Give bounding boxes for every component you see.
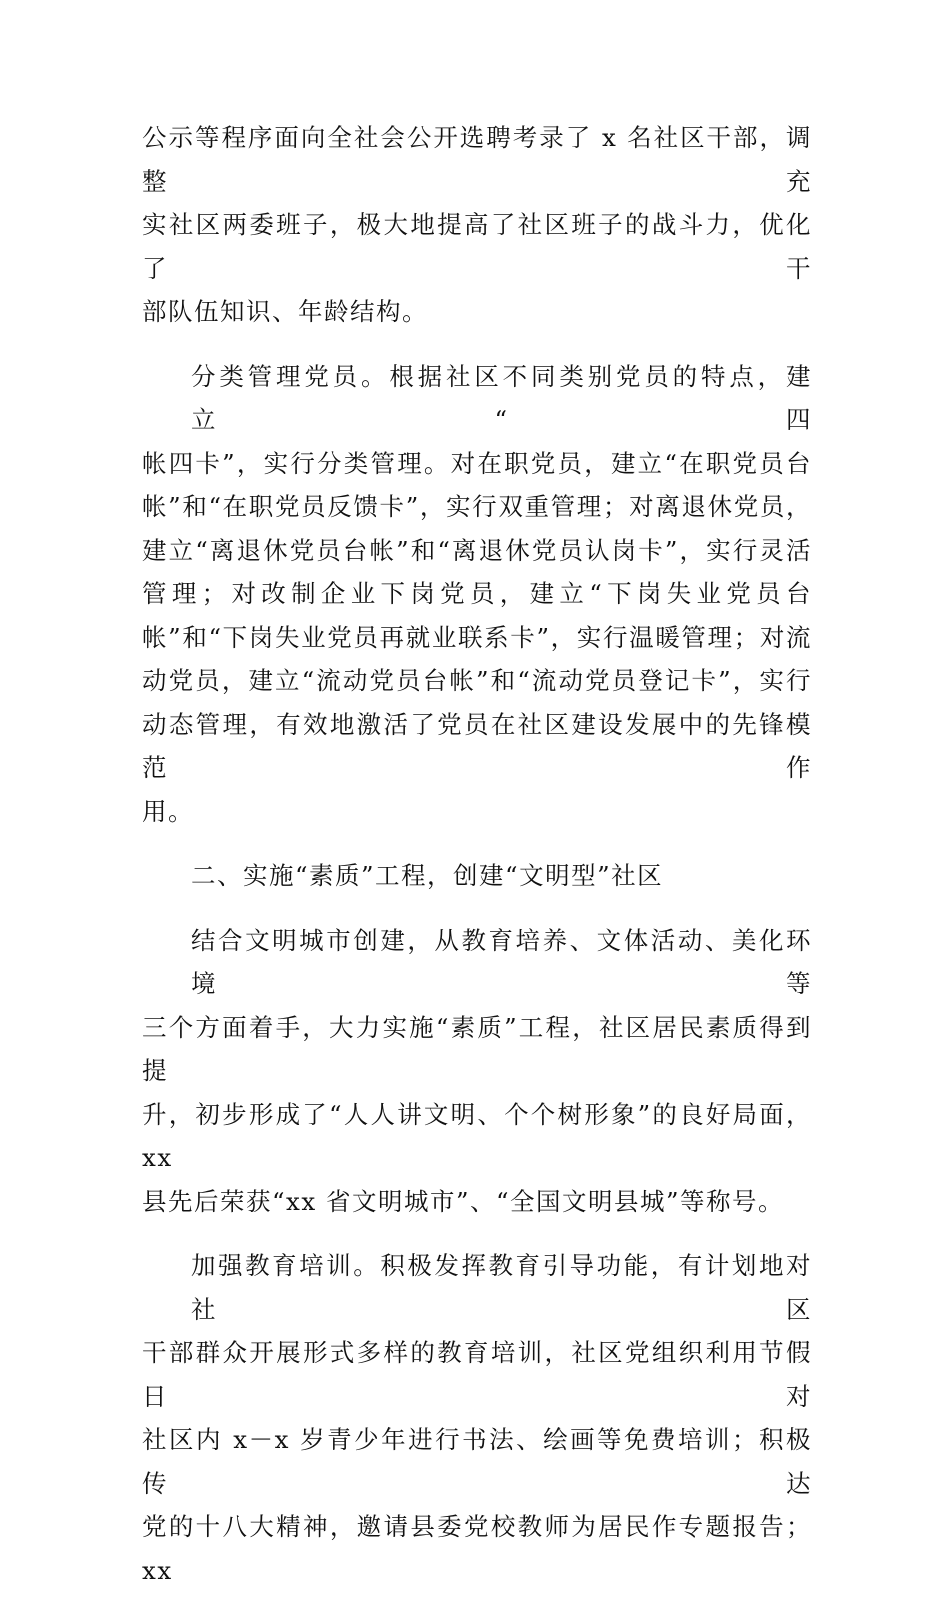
document-body <box>142 116 812 1613</box>
text-line: 公示等程序面向全社会公开选聘考录了 x 名社区干部，调整充 <box>142 123 812 196</box>
text-line: 帐”和“在职党员反馈卡”，实行双重管理；对离退休党员， <box>142 492 812 521</box>
text-line: 三个方面着手，大力实施“素质”工程，社区居民素质得到提 <box>142 1012 812 1085</box>
paragraph-5 <box>142 1244 812 1592</box>
text-line: 结合文明城市创建，从教育培养、文体活动、美化环境等 <box>191 925 812 998</box>
text-line: 动党员，建立“流动党员台帐”和“流动党员登记卡”，实行 <box>142 666 812 695</box>
text-line: 实社区两委班子，极大地提高了社区班子的战斗力，优化了干 <box>142 210 812 283</box>
text-line: 用。 <box>142 796 194 826</box>
text-line: 加强教育培训。积极发挥教育引导功能，有计划地对社区 <box>191 1251 812 1324</box>
text-line: 升，初步形成了“人人讲文明、个个树形象”的良好局面，xx <box>142 1099 812 1172</box>
text-line: 管理；对改制企业下岗党员，建立“下岗失业党员台 <box>142 579 812 608</box>
paragraph-2 <box>142 355 812 834</box>
text-line: 社区内 x－x 岁青少年进行书法、绘画等免费培训；积极传达 <box>142 1425 812 1498</box>
text-line: 帐”和“下岗失业党员再就业联系卡”，实行温暖管理；对流 <box>142 622 812 652</box>
text-line: 干部群众开展形式多样的教育培训，社区党组织利用节假日对 <box>142 1338 812 1411</box>
paragraph-1 <box>142 116 812 334</box>
section-heading <box>142 854 812 898</box>
text-line: 帐四卡”，实行分类管理。对在职党员，建立“在职党员台 <box>142 448 812 478</box>
text-line: 建立“离退休党员台帐”和“离退休党员认岗卡”，实行灵活 <box>142 535 812 565</box>
text-line: 分类管理党员。根据社区不同类别党员的特点，建立“四 <box>191 361 812 434</box>
text-line: 部队伍知识、年龄结构。 <box>142 297 428 326</box>
text-line: 二、实施“素质”工程，创建“文明型”社区 <box>191 861 664 890</box>
text-line: 动态管理，有效地激活了党员在社区建设发展中的先锋模范作 <box>142 709 812 782</box>
paragraph-4 <box>142 919 812 1224</box>
text-line: 党的十八大精神，邀请县委党校教师为居民作专题报告；xx <box>142 1512 812 1585</box>
text-line: 县先后荣获“xx 省文明城市”、“全国文明县城”等称号。 <box>142 1186 785 1216</box>
